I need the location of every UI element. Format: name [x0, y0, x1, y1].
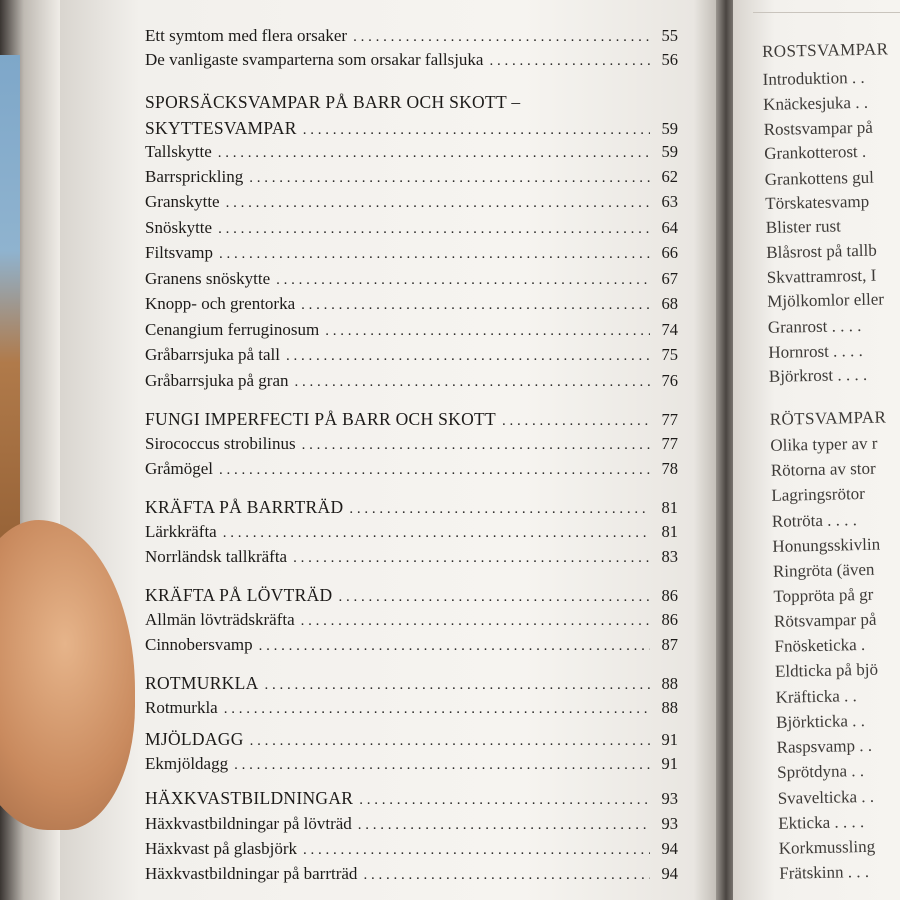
toc-entry-title: Ekmjöldagg [145, 754, 229, 773]
dot-leader [363, 867, 650, 884]
toc-section-heading [145, 585, 678, 607]
toc-entry [145, 754, 678, 776]
toc-entry: Knäckesjuka . . [762, 92, 869, 114]
toc-entry-title: Granskytte [145, 192, 220, 211]
toc-entry-title: MJÖLDAGG [145, 729, 244, 749]
dot-leader [302, 437, 650, 454]
toc-entry-title: Barrsprickling [145, 167, 244, 186]
dot-leader [301, 297, 650, 314]
dot-leader [218, 145, 650, 162]
toc-entry: Blåsrost på tallb [766, 240, 877, 262]
toc-entry [145, 698, 678, 720]
toc-entry: Lagringsrötor [771, 483, 866, 505]
toc-entry-title: Norrländsk tallkräfta [145, 547, 288, 566]
dot-leader [489, 53, 650, 70]
toc-entry-title: Häxkvastbildningar på barrträd [145, 864, 358, 883]
toc-entry [145, 269, 678, 291]
toc-entry: Mjölkomlor eller [767, 289, 885, 311]
dot-leader [219, 462, 650, 479]
dot-leader [249, 170, 650, 187]
toc-entry: Rötorna av stor [770, 458, 876, 480]
toc-page-number: 81 [661, 522, 678, 541]
toc-entry: Svavelticka . . [777, 786, 875, 808]
toc-entry-title: Gråbarrsjuka på tall [145, 345, 280, 364]
dot-leader [353, 29, 650, 46]
toc-entry-title: SKYTTESVAMPAR [145, 118, 297, 138]
toc-entry [145, 50, 678, 72]
toc-entry-title: Häxkvastbildningar på lövträd [145, 814, 352, 833]
dot-leader [349, 501, 650, 518]
toc-entry: Ekticka . . . . [778, 812, 865, 833]
toc-page-number: 75 [661, 345, 678, 364]
dot-leader [219, 246, 650, 263]
toc-entry: Rostsvampar på [763, 117, 873, 139]
toc-entry: Rotröta . . . . [771, 510, 858, 531]
toc-entry [145, 547, 678, 569]
dot-leader [286, 348, 650, 365]
toc-entry-title: FUNGI IMPERFECTI PÅ BARR OCH SKOTT [145, 409, 497, 429]
toc-entry [145, 814, 678, 836]
toc-entry-title: Gråbarrsjuka på gran [145, 371, 289, 390]
dot-leader [224, 701, 650, 718]
toc-entry [145, 610, 678, 632]
toc-section-heading [145, 92, 678, 114]
toc-entry: Skvattramrost, I [766, 265, 877, 287]
toc-entry-title: Ett symtom med flera orsaker [145, 26, 348, 45]
toc-entry [145, 192, 678, 214]
toc-page-number: 55 [661, 26, 678, 45]
dot-leader [234, 757, 650, 774]
toc-entry: Sprötdyna . . [776, 761, 865, 782]
toc-entry [145, 142, 678, 164]
toc-entry-title: Knopp- och grentorka [145, 294, 296, 313]
toc-entry: Fnösketicka . [774, 634, 866, 656]
toc-page-number: 91 [661, 730, 678, 749]
toc-page-number: 66 [661, 243, 678, 262]
dot-leader [223, 525, 650, 542]
toc-entry-title: Filtsvamp [145, 243, 214, 262]
dot-leader [338, 589, 650, 606]
toc-entry-title: Granens snöskytte [145, 269, 271, 288]
toc-page-number: 67 [661, 269, 678, 288]
toc-entry [145, 522, 678, 544]
dot-leader [502, 413, 650, 430]
toc-entry-title: Rotmurkla [145, 698, 218, 717]
toc-page-number: 88 [661, 698, 678, 717]
toc-page-number: 88 [661, 674, 678, 693]
toc-page-number: 56 [661, 50, 678, 69]
toc-entry: Grankotterost . [764, 141, 867, 163]
toc-entry-title: Sirococcus strobilinus [145, 434, 296, 453]
toc-entry-title: Gråmögel [145, 459, 213, 478]
toc-page-number: 76 [661, 371, 678, 390]
toc-entry-title: Cinnobersvamp [145, 635, 253, 654]
toc-page-number: 59 [661, 142, 678, 161]
toc-entry-title: HÄXKVASTBILDNINGAR [145, 788, 354, 808]
toc-entry [145, 218, 678, 240]
dot-leader [259, 638, 650, 655]
toc-entry: Olika typer av r [770, 433, 878, 455]
toc-section-heading [145, 409, 678, 431]
dot-leader [325, 323, 650, 340]
dot-leader [301, 613, 650, 630]
toc-entry [145, 635, 678, 657]
toc-section-heading [145, 118, 678, 140]
toc-page-number: 86 [661, 610, 678, 629]
toc-page-number: 93 [661, 789, 678, 808]
toc-entry-title: ROTMURKLA [145, 673, 259, 693]
toc-entry [145, 459, 678, 481]
toc-section-heading [145, 497, 678, 519]
toc-section-heading [145, 673, 678, 695]
dot-leader [276, 272, 650, 289]
toc-entry [145, 320, 678, 342]
dot-leader [295, 374, 651, 391]
toc-entry-title: Lärkkräfta [145, 522, 217, 541]
toc-page-number: 81 [661, 498, 678, 517]
toc-page-number: 94 [661, 839, 678, 858]
toc-entry: Grankottens gul [764, 167, 875, 189]
toc-entry: Granrost . . . . [767, 315, 862, 337]
toc-entry: Frätskinn . . . [779, 861, 870, 883]
toc-entry: Kräfticka . . [775, 686, 857, 707]
toc-entry-title: De vanligaste svamparterna som orsakar fallsjuka [145, 50, 484, 69]
toc-entry-title: Snöskytte [145, 218, 213, 237]
toc-page-number: 78 [661, 459, 678, 478]
toc-page-number: 74 [661, 320, 678, 339]
toc-entry [145, 243, 678, 265]
toc-entry-title: SPORSÄCKSVAMPAR PÅ BARR OCH SKOTT – [145, 92, 521, 112]
dot-leader [303, 122, 650, 139]
toc-entry: Introduktion . . [762, 67, 865, 89]
toc-page-number: 62 [661, 167, 678, 186]
toc-entry-title: Cenangium ferruginosum [145, 320, 320, 339]
toc-entry: Hornrost . . . . [768, 340, 864, 362]
toc-entry-title: Tallskytte [145, 142, 212, 161]
toc-entry [145, 839, 678, 861]
toc-entry: Toppröta på gr [773, 584, 874, 606]
dot-leader [358, 817, 650, 834]
toc-entry: Björkrost . . . . [768, 364, 868, 386]
dot-leader [226, 195, 650, 212]
toc-entry [145, 434, 678, 456]
dot-leader [303, 842, 650, 859]
toc-entry-title: Allmän lövträdskräfta [145, 610, 295, 629]
toc-section-heading [145, 788, 678, 810]
dot-leader [359, 792, 650, 809]
toc-entry-title: KRÄFTA PÅ LÖVTRÄD [145, 585, 333, 605]
toc-entry [145, 294, 678, 316]
toc-page-number: 93 [661, 814, 678, 833]
toc-page-number: 64 [661, 218, 678, 237]
page-divider [753, 12, 900, 13]
toc-page-number: 77 [661, 434, 678, 453]
dot-leader [218, 221, 650, 238]
toc-entry: Korkmussling [778, 836, 876, 858]
toc-page-number: 63 [661, 192, 678, 211]
toc-entry: Björkticka . . [775, 710, 866, 732]
toc-page-number: 77 [661, 410, 678, 429]
toc-section-heading [145, 729, 678, 751]
toc-page-number: 59 [661, 119, 678, 138]
toc-entry [145, 371, 678, 393]
dot-leader [293, 550, 650, 567]
toc-page-number: 83 [661, 547, 678, 566]
toc-section-heading: ROSTSVAMPAR [761, 39, 889, 61]
toc-entry: Honungsskivlin [772, 534, 881, 556]
toc-entry [145, 345, 678, 367]
toc-page-number: 68 [661, 294, 678, 313]
toc-entry-title: Häxkvast på glasbjörk [145, 839, 298, 858]
toc-entry: Eldticka på bjö [774, 659, 879, 681]
toc-page-number: 94 [661, 864, 678, 883]
toc-section-heading: RÖTSVAMPAR [769, 407, 887, 429]
toc-entry [145, 167, 678, 189]
toc-page-number: 87 [661, 635, 678, 654]
toc-entry: Ringröta (även [772, 559, 875, 581]
dot-leader [250, 733, 650, 750]
toc-entry: Blister rust [765, 216, 842, 237]
toc-entry [145, 864, 678, 886]
toc-page-number: 91 [661, 754, 678, 773]
toc-page-number: 86 [661, 586, 678, 605]
dot-leader [265, 677, 650, 694]
toc-entry [145, 26, 678, 48]
toc-entry: Rötsvampar på [773, 609, 877, 631]
right-page [733, 0, 900, 900]
toc-entry-title: KRÄFTA PÅ BARRTRÄD [145, 497, 344, 517]
toc-entry: Raspsvamp . . [776, 735, 873, 757]
toc-entry: Törskatesvamp [765, 191, 870, 213]
